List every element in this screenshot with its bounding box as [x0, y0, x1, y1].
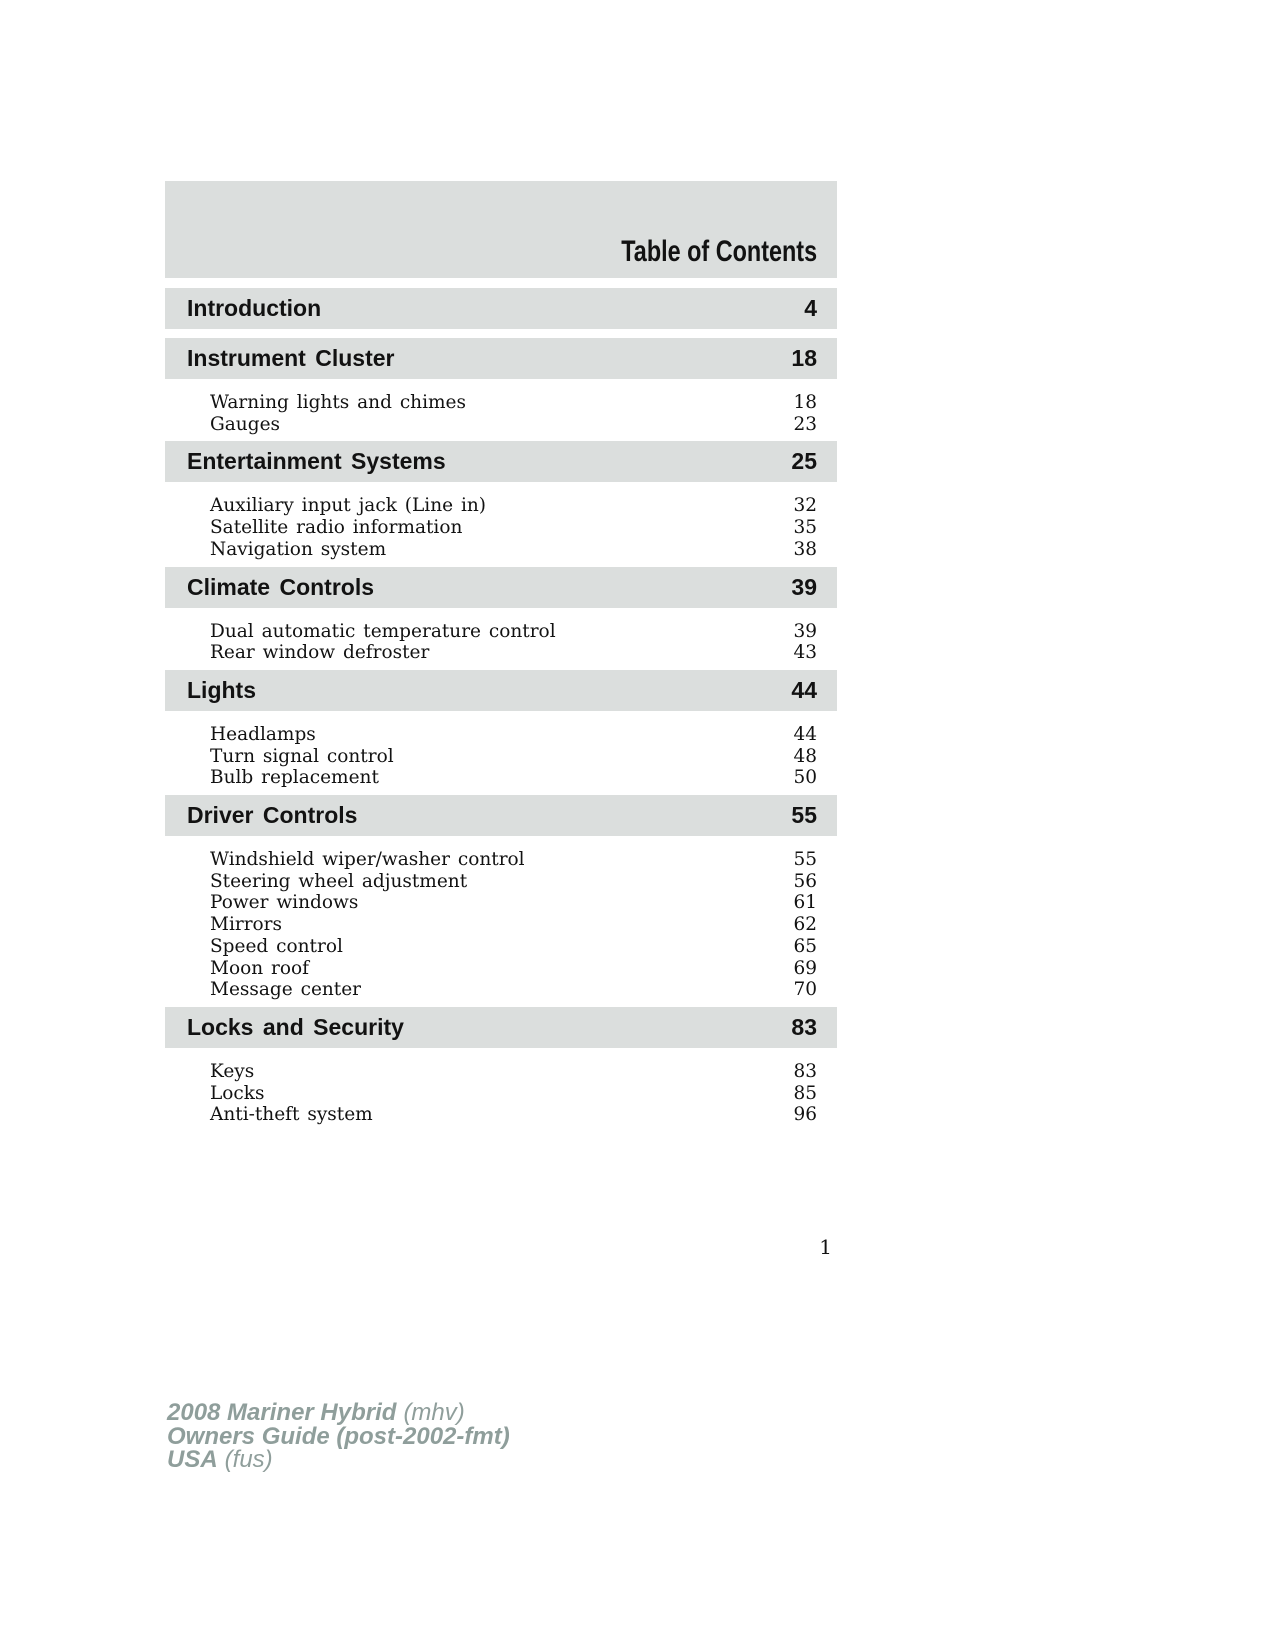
section-title: Locks and Security: [187, 1013, 404, 1040]
document-footer: [167, 1401, 510, 1472]
toc-entry: [210, 642, 817, 664]
toc-entry-page: 83: [793, 1060, 817, 1082]
toc-entry: [210, 1104, 817, 1126]
section-header-locks-and-security: [165, 1007, 837, 1048]
footer-note-text: (fus): [224, 1446, 273, 1473]
toc-entry-label: Auxiliary input jack (Line in): [210, 495, 486, 517]
toc-entry-page: 18: [793, 392, 817, 413]
toc-entry-page: 23: [793, 413, 817, 435]
footer-bold-text: Owners Guide (post-2002-fmt): [167, 1422, 510, 1450]
footer-bold-text: USA: [167, 1446, 218, 1473]
section-page-number: 25: [791, 448, 817, 475]
toc-entry: [210, 495, 817, 517]
toc-entry-page: 35: [793, 517, 817, 539]
toc-entry-label: Mirrors: [210, 914, 283, 936]
toc-entry: [210, 746, 817, 768]
toc-entry: [210, 849, 817, 871]
toc-entry-page: 50: [793, 767, 817, 789]
page-number: 1: [819, 1235, 832, 1259]
toc-entry: [210, 914, 817, 936]
toc-entry-label: Moon roof: [210, 957, 309, 979]
toc-entry-label: Locks: [210, 1082, 265, 1104]
toc-entry-label: Rear window defroster: [210, 642, 430, 664]
section-title: Driver Controls: [187, 802, 358, 829]
toc-entry-label: Anti-theft system: [210, 1104, 373, 1126]
section-page-number: 18: [791, 345, 817, 371]
toc-entry-label: Steering wheel adjustment: [210, 870, 468, 892]
toc-entry-label: Message center: [210, 979, 362, 1001]
toc-entry: [210, 936, 817, 958]
toc-entry-label: Headlamps: [210, 723, 316, 745]
toc-entry-page: 85: [793, 1082, 817, 1104]
toc-entry-page: 38: [793, 538, 817, 560]
toc-entry: [210, 414, 817, 436]
toc-entry: [210, 1061, 817, 1083]
section-header-climate-controls: [165, 567, 837, 608]
toc-entry: [210, 724, 817, 746]
toc-entry-page: 48: [793, 745, 817, 767]
toc-entry-page: 62: [793, 914, 817, 936]
section-header-introduction: [165, 288, 837, 329]
toc-content: [165, 181, 837, 1132]
toc-entry-page: 56: [793, 870, 817, 892]
toc-entry-page: 96: [793, 1104, 817, 1126]
toc-entry-page: 32: [793, 495, 817, 517]
toc-entry-label: Navigation system: [210, 538, 387, 560]
footer-line: [167, 1401, 510, 1425]
toc-entry-page: 55: [793, 849, 817, 871]
toc-entry-label: Keys: [210, 1060, 255, 1082]
section-page-number: 55: [791, 802, 817, 829]
toc-entry: [210, 539, 817, 561]
section-header-driver-controls: [165, 795, 837, 836]
section-items: [165, 1048, 837, 1132]
toc-section-list: [165, 288, 837, 1132]
section-items: [165, 608, 837, 670]
toc-entry-label: Speed control: [210, 935, 343, 957]
section-header-instrument-cluster: [165, 338, 837, 379]
toc-entry: [210, 892, 817, 914]
toc-entry-page: 44: [793, 723, 817, 745]
section-page-number: 39: [791, 573, 817, 600]
toc-entry: [210, 517, 817, 539]
page-title: Table of Contents: [621, 235, 817, 268]
toc-entry-page: 70: [793, 979, 817, 1001]
toc-entry: [210, 621, 817, 643]
section-page-number: 44: [791, 676, 817, 703]
toc-entry-label: Satellite radio information: [210, 517, 463, 539]
footer-line: [167, 1422, 510, 1450]
section-page-number: 4: [804, 295, 817, 321]
toc-entry: [210, 958, 817, 980]
toc-entry-label: Turn signal control: [210, 745, 394, 767]
toc-entry: [210, 1083, 817, 1105]
section-page-number: 83: [791, 1013, 817, 1040]
section-title: Lights: [187, 676, 256, 703]
section-items: [165, 711, 837, 795]
footer-line: [167, 1448, 510, 1472]
footer-bold-text: 2008 Mariner Hybrid: [167, 1399, 397, 1426]
toc-entry-label: Warning lights and chimes: [210, 392, 466, 413]
toc-entry: [210, 392, 817, 414]
toc-header-box: [165, 181, 837, 278]
toc-entry-page: 43: [793, 642, 817, 664]
toc-entry-label: Power windows: [210, 892, 359, 914]
toc-entry-page: 65: [793, 935, 817, 957]
toc-entry-page: 39: [793, 620, 817, 642]
section-title: Introduction: [187, 295, 322, 321]
toc-entry: [210, 871, 817, 893]
toc-entry-page: 61: [793, 892, 817, 914]
toc-entry-label: Bulb replacement: [210, 767, 379, 789]
footer-note-text: (mhv): [403, 1399, 465, 1426]
section-header-lights: [165, 670, 837, 711]
section-title: Instrument Cluster: [187, 345, 395, 371]
toc-entry-page: 69: [793, 957, 817, 979]
section-title: Entertainment Systems: [187, 448, 446, 475]
section-title: Climate Controls: [187, 573, 375, 600]
toc-entry: [210, 979, 817, 1001]
toc-entry-label: Gauges: [210, 413, 281, 435]
section-header-entertainment-systems: [165, 441, 837, 482]
toc-entry: [210, 767, 817, 789]
toc-entry-label: Dual automatic temperature control: [210, 620, 556, 642]
section-items: [165, 836, 837, 1007]
toc-entry-label: Windshield wiper/washer control: [210, 849, 525, 871]
section-items: [165, 379, 837, 441]
section-items: [165, 482, 837, 566]
